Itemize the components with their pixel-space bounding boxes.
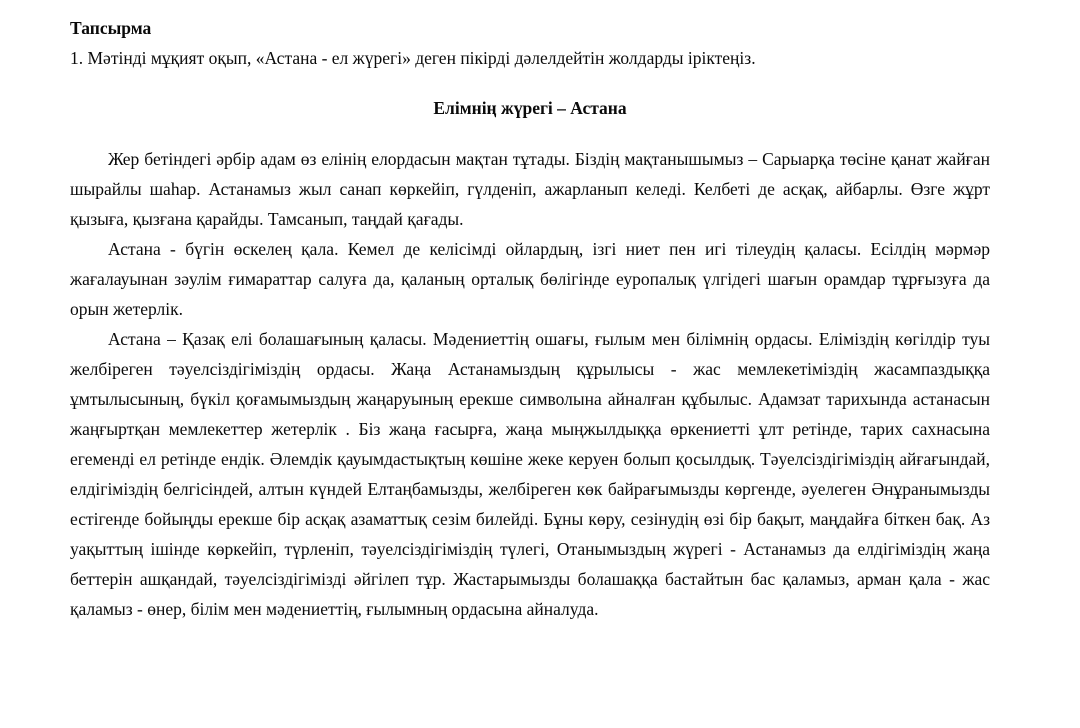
document-title: Елімнің жүрегі – Астана xyxy=(433,98,627,118)
document-body xyxy=(70,144,990,624)
paragraph: Астана – Қазақ елі болашағының қаласы. Мәдениеттің ошағы, ғылым мен білімнің ордасы. Еліміздің көгілдір туы желбіреген тәуелсіздігіміздің ордасы. Жаңа Астанамыздың құрылысы - жас мемлекетіміздің жасампаздыққа ұмтылысының, бүкіл қоғамымыздың жаңаруының ерекше символына айналған құбылыс. Адамзат тарихында астанасын жаңғыртқан мемлекеттер жетерлік . Біз жаңа ғасырға, жаңа мыңжылдыққа өркениетті ұлт ретінде, тарих сахнасына егеменді ел ретінде ендік. Әлемдік қауымдастықтың көшіне жеке керуен болып қосылдық. Тәуелсіздігіміздің айғағындай, елдігіміздің белгісіндей, алтын күндей Елтаңбамызды, желбіреген көк байрағымызды көргенде, әуелеген Әнұранымызды естігенде бойыңды ерекше бір асқақ азаматтық сезім билейді. Бұны көру, сезінудің өзі бір бақыт, маңдайға біткен бақ. Аз уақыттың ішінде көркейіп, түрленіп, тәуелсіздігіміздің түлегі, Отанымыздың жүрегі - Астанамыз да елдігіміздің жаңа беттерін ашқандай, тәуелсіздігімізді әйгілеп тұр. Жастарымызды болашаққа бастайтын бас қаламыз, арман қала - жас қаламыз - өнер, білім мен мәдениеттің, ғылымның ордасына айналуда. xyxy=(70,329,990,619)
task-instruction: 1. Мәтінді мұқият оқып, «Астана - ел жүрегі» деген пікірді дәлелдейтін жолдарды іріктеңіз. xyxy=(70,48,756,68)
paragraph: Жер бетіндегі әрбір адам өз елінің елордасын мақтан тұтады. Біздің мақтанышымыз – Сарыарқа төсіне қанат жайған шырайлы шаһар. Астанамыз жыл санап көркейіп, гүлденіп, ажарланып келеді. Келбеті де асқақ, айбарлы. Өзге жұрт қызыға, қызғана қарайды. Тамсанып, таңдай қағады. xyxy=(70,149,990,229)
document xyxy=(70,13,990,624)
assignment-heading: Тапсырма xyxy=(70,18,152,38)
paragraph: Астана - бүгін өскелең қала. Кемел де келісімді ойлардың, ізгі ниет пен игі тілеудің қаласы. Есілдің мәрмәр жағалауынан зәулім ғимараттар салуға да, қаланың орталық бөлігінде еуропалық үлгідегі шағын орамдар тұрғызуға да орын жетерлік. xyxy=(70,239,990,319)
